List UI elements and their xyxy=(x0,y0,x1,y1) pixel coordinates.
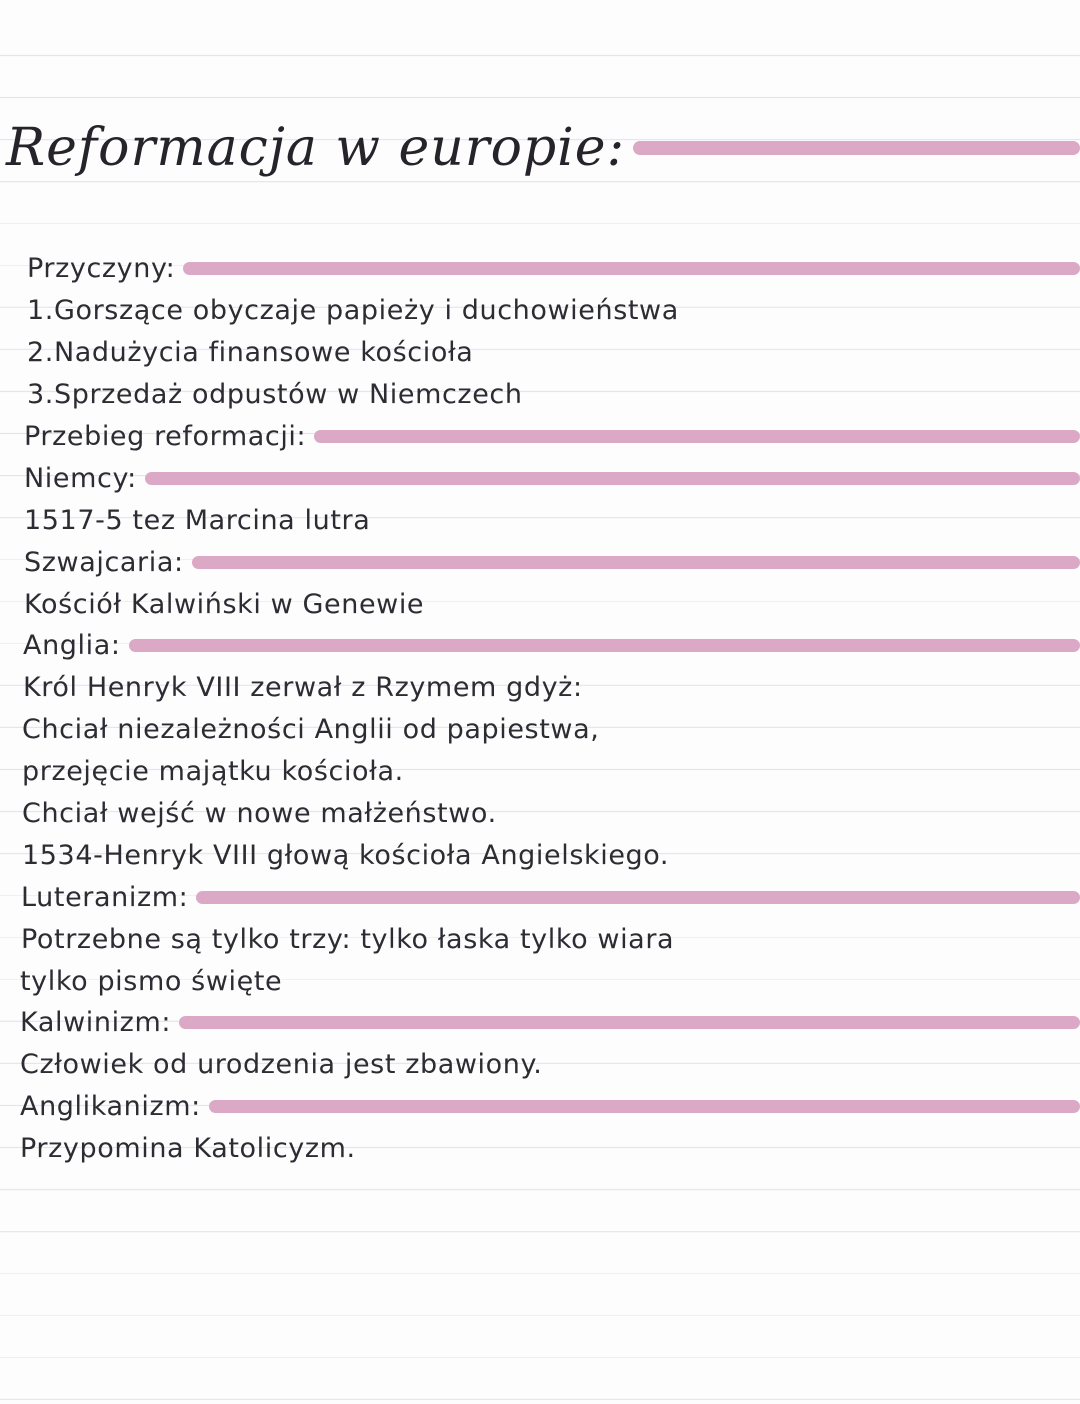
section-heading-line xyxy=(0,1086,1080,1128)
note-text: Człowiek od urodzenia jest zbawiony. xyxy=(20,1049,543,1081)
section-heading: Przebieg reformacji: xyxy=(24,421,307,452)
note-text: Chciał wejść w nowe małżeństwo. xyxy=(22,798,497,830)
note-text: tylko pismo święte xyxy=(20,965,283,997)
title-row xyxy=(0,98,1080,198)
section-heading-line xyxy=(0,248,1080,290)
note-text: przejęcie majątku kościoła. xyxy=(22,756,404,788)
note-text: 2.Nadużycia finansowe kościoła xyxy=(27,337,474,369)
note-line xyxy=(0,583,1080,625)
heading-underline xyxy=(209,1100,1080,1113)
heading-underline xyxy=(192,556,1080,569)
note-line xyxy=(0,1128,1080,1170)
section-heading: Anglia: xyxy=(23,630,121,662)
note-text: Przypomina Katolicyzm. xyxy=(20,1133,356,1165)
section-heading-line xyxy=(0,416,1080,458)
note-line xyxy=(0,709,1080,751)
heading-underline xyxy=(179,1016,1080,1029)
note-text: Chciał niezależności Anglii od papiestwa, xyxy=(22,714,600,746)
heading-underline xyxy=(183,262,1080,275)
note-text: 1517-5 tez Marcina lutra xyxy=(24,504,371,536)
notes-content xyxy=(0,248,1080,1170)
section-heading: Kalwinizm: xyxy=(20,1007,172,1039)
note-text: Kościół Kalwiński w Genewie xyxy=(24,588,425,620)
section-heading: Luteranizm: xyxy=(21,881,189,913)
note-line xyxy=(0,1044,1080,1086)
note-line xyxy=(0,918,1080,960)
note-text: Potrzebne są tylko trzy: tylko łaska tylko wiara xyxy=(21,923,675,955)
section-heading: Anglikanizm: xyxy=(20,1091,201,1123)
section-heading: Szwajcaria: xyxy=(24,546,184,578)
heading-underline xyxy=(314,430,1080,443)
note-text: Król Henryk VIII zerwał z Rzymem gdyż: xyxy=(23,672,583,704)
note-line xyxy=(0,834,1080,876)
note-text: 1534-Henryk VIII głową kościoła Angielskiego. xyxy=(22,839,670,871)
note-line xyxy=(0,751,1080,793)
heading-underline xyxy=(145,472,1080,485)
title-underline xyxy=(633,141,1080,155)
note-line xyxy=(0,290,1080,332)
section-heading-line xyxy=(0,625,1080,667)
section-heading-line xyxy=(0,876,1080,918)
section-heading: Niemcy: xyxy=(24,462,137,494)
note-line xyxy=(0,374,1080,416)
heading-underline xyxy=(129,639,1080,652)
note-line xyxy=(0,499,1080,541)
section-heading: Przyczyny: xyxy=(27,253,176,285)
page-title: Reformacja w europie: xyxy=(6,118,626,178)
section-heading-line xyxy=(0,1002,1080,1044)
note-line xyxy=(0,960,1080,1002)
note-line xyxy=(0,667,1080,709)
note-line xyxy=(0,332,1080,374)
note-text: 3.Sprzedaż odpustów w Niemczech xyxy=(27,379,523,411)
section-heading-line xyxy=(0,457,1080,499)
heading-underline xyxy=(196,891,1080,904)
note-line xyxy=(0,793,1080,835)
note-text: 1.Gorszące obyczaje papieży i duchowieństwa xyxy=(27,295,679,327)
section-heading-line xyxy=(0,541,1080,583)
